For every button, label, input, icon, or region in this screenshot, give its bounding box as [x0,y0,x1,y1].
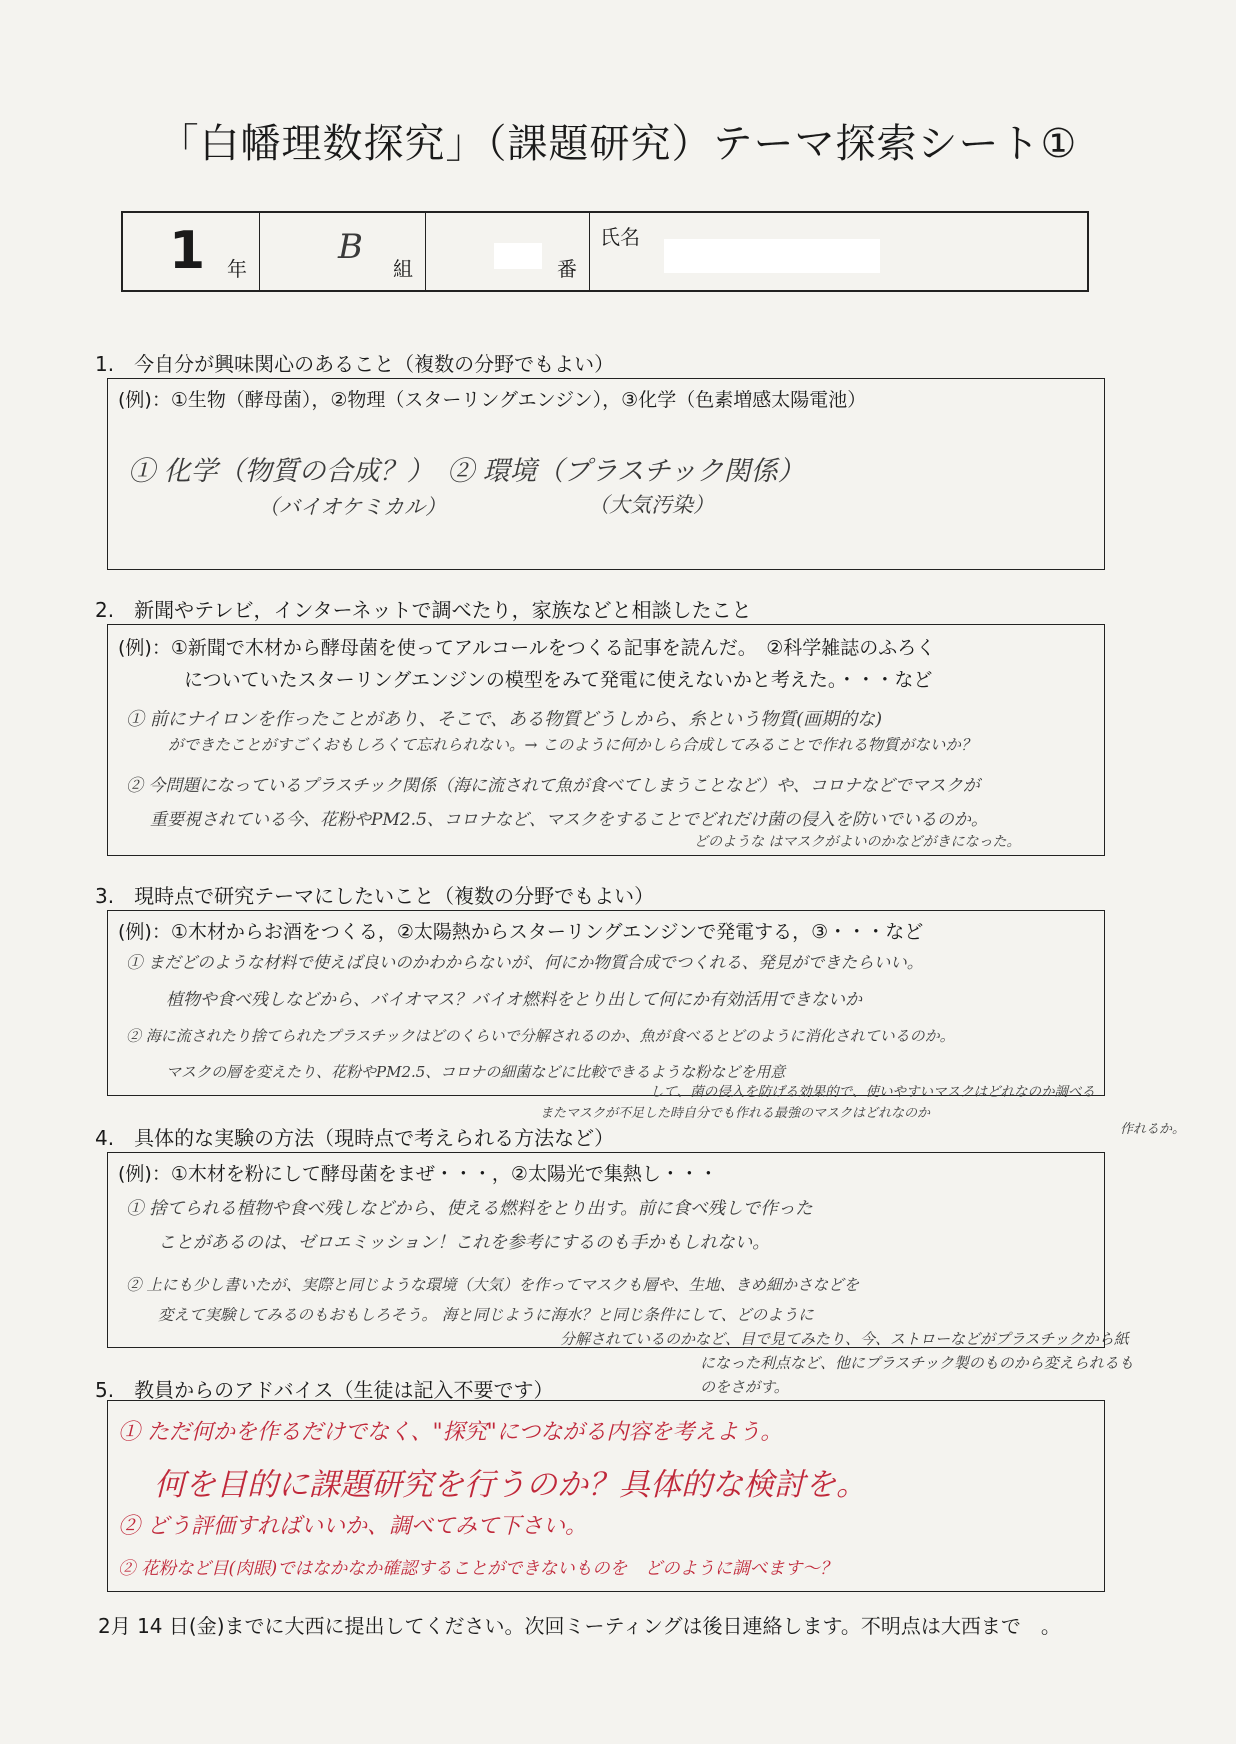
section-2-handwriting: どのような はマスクがよいのかなどがきになった。 [694,834,1021,850]
name-redaction [664,239,880,273]
teacher-advice-1: ① ただ何かを作るだけでなく、"探究"につながる内容を考えよう。 [118,1420,783,1445]
section-1-handwriting: （バイオケミカル） [258,495,446,519]
class-cell [260,213,426,290]
grade-cell [123,213,260,290]
number-unit: 番 [557,257,577,281]
section-3-handwriting: 作れるか。 [1120,1122,1186,1137]
section-5-heading: 5. 教員からのアドバイス（生徒は記入不要です） [95,1378,554,1402]
section-3-handwriting: して、菌の侵入を防げる効果的で、使いやすいマスクはどれなのか調べる [650,1084,1095,1100]
section-1-handwriting: ① 化学（物質の合成？） ② 環境（プラスチック関係） [128,456,805,487]
submission-note: 2月 14 日(金)までに大西に提出してください。次回ミーティングは後日連絡します。不明点は大西まで 。 [98,1614,1061,1638]
teacher-advice-2: 何を目的に課題研究を行うのか？具体的な検討を。 [154,1467,867,1503]
section-2-example: についていたスターリングエンジンの模型をみて発電に使えないかと考えた。・・・など [184,669,933,691]
section-3-heading: 3. 現時点で研究テーマにしたいこと（複数の分野でもよい） [95,884,655,908]
section-4-heading: 4. 具体的な実験の方法（現時点で考えられる方法など） [95,1126,615,1150]
section-3-box [107,910,1105,1096]
section-2-handwriting: ができたことがすごくおもしろくて忘れられない。→ このように何かしら合成してみることで作れる物質がないか？ [168,736,977,754]
section-4-handwriting: のをさがす。 [700,1378,789,1396]
section-3-handwriting: ① まだどのような材料で使えば良いのかわからないが、何にか物質合成でつくれる、発見ができたらいい。 [126,953,924,972]
section-1-example: (例)：①生物（酵母菌），②物理（スターリングエンジン），③化学（色素増感太陽電池） [118,389,867,411]
section-3-example: (例)：①木材からお酒をつくる，②太陽熱からスターリングエンジンで発電する，③・・・など [118,921,924,943]
grade-unit: 年 [227,257,247,281]
section-3-handwriting: ② 海に流されたり捨てられたプラスチックはどのくらいで分解されるのか、魚が食べるとどのように消化されているのか。 [126,1027,955,1045]
page-title: 「白幡理数探究」（課題研究）テーマ探索シート① [158,121,1078,167]
section-1-handwriting: （大気汚染） [588,493,714,517]
section-4-handwriting: ② 上にも少し書いたが、実際と同じような環境（大気）を作ってマスクも層や、生地、きめ細かさなどを [126,1276,860,1294]
number-cell [426,213,590,290]
section-3-handwriting: 植物や食べ残しなどから、バイオマス？バイオ燃料をとり出して何にか有効活用できないか [166,990,862,1010]
section-4-handwriting: 分解されているのかなど、目で見てみたり、今、ストローなどがプラスチックから紙 [560,1330,1129,1348]
section-4-handwriting: ことがあるのは、ゼロエミッション！これを参考にするのも手かもしれない。 [158,1233,770,1253]
grade-value: 1 [169,221,206,281]
section-5-box [107,1400,1105,1592]
name-cell [590,213,1087,290]
class-unit: 組 [393,257,413,281]
section-2-handwriting: ① 前にナイロンを作ったことがあり、そこで、ある物質どうしから、糸という物質(画期的な) [126,709,883,730]
section-1-box [107,378,1105,570]
section-4-box [107,1152,1105,1348]
name-label: 氏名 [600,225,640,249]
teacher-advice-4: ② 花粉など目(肉眼)ではなかなか確認することができないものを どのように調べます～？ [118,1559,838,1579]
section-4-handwriting: 変えて実験してみるのもおもしろそう。 海と同じように海水？と同じ条件にして、どのように [158,1306,814,1324]
section-2-handwriting: 重要視されている今、花粉やPM2.5、コロナなど、マスクをすることでどれだけ菌の侵入を防いでいるのか。 [150,810,988,830]
number-redaction [494,243,542,269]
section-2-handwriting: ② 今問題になっているプラスチック関係（海に流されて魚が食べてしまうことなど）や、コロナなどでマスクが [126,776,980,796]
section-2-box [107,624,1105,856]
section-3-handwriting: マスクの層を変えたり、花粉やPM2.5、コロナの細菌などに比較できるような粉などを用意 [166,1063,786,1081]
section-4-handwriting: ① 捨てられる植物や食べ残しなどから、使える燃料をとり出す。前に食べ残しで作った [126,1199,813,1219]
section-4-handwriting: になった利点など、他にプラスチック製のものから変えられるも [700,1354,1134,1372]
section-1-heading: 1. 今自分が興味関心のあること（複数の分野でもよい） [95,352,615,376]
section-2-example: (例)：①新聞で木材から酵母菌を使ってアルコールをつくる記事を読んだ。 ②科学雑誌のふろく [118,637,936,659]
section-2-heading: 2. 新聞やテレビ，インターネットで調べたり，家族などと相談したこと [95,598,752,622]
class-value: B [338,227,363,267]
section-4-example: (例)：①木材を粉にして酵母菌をまぜ・・・，②太陽光で集熱し・・・ [118,1163,718,1185]
student-id-table [121,211,1089,292]
section-3-handwriting: またマスクが不足した時自分でも作れる最強のマスクはどれなのか [540,1106,931,1121]
teacher-advice-3: ② どう評価すればいいか、調べてみて下さい。 [118,1514,587,1539]
